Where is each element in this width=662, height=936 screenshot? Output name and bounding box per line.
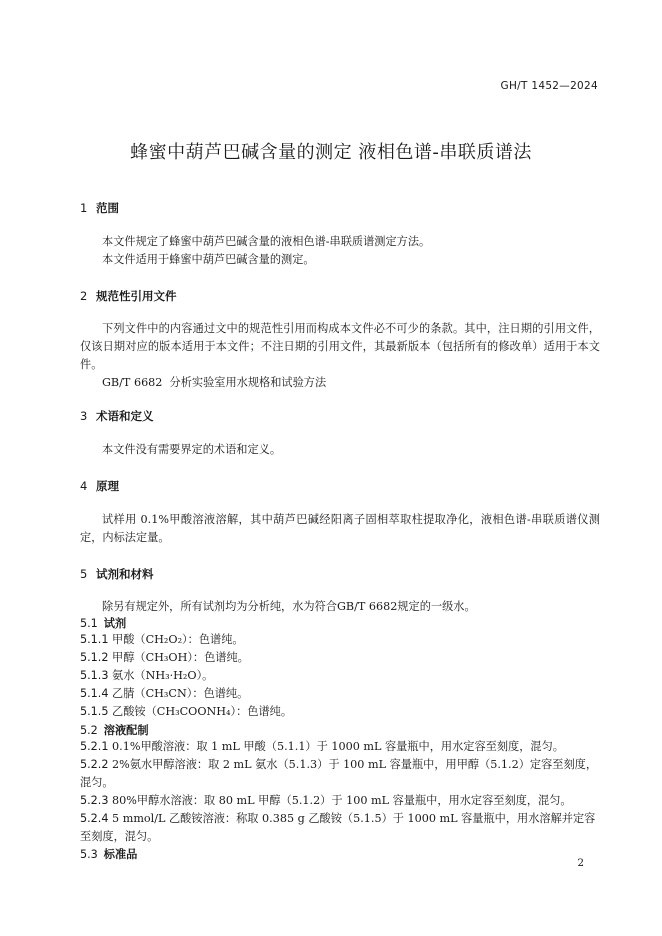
section-title: 术语和定义 [96,409,154,423]
paragraph: 下列文件中的内容通过文中的规范性引用而构成本文件必不可少的条款。其中，注日期的引用文件，仅该日期对应的版本适用于本文件；不注日期的引用文件，其最新版本（包括所有的修改单）适用于本文件。 [80,322,600,371]
section-number: 5.2 [80,724,98,737]
clause-text: 甲酸（CH₂O₂）：色谱纯。 [112,633,244,646]
section-number: 2 [80,289,88,303]
list-item [80,810,600,846]
section-4-heading [80,478,119,494]
section-title: 原理 [96,479,119,493]
standard-code: GH/T 1452—2024 [500,80,598,92]
section-number: 1 [80,201,88,215]
list-item [80,685,600,703]
section-5-heading [80,566,154,582]
section-title: 溶液配制 [103,724,149,737]
paragraph: 本文件适用于蜂蜜中葫芦巴碱含量的测定。 [102,253,315,266]
section-number: 5.3 [80,848,98,861]
section-number: 3 [80,409,88,423]
clause-text: 乙腈（CH₃CN）：色谱纯。 [112,687,249,700]
paragraph: 试样用 0.1%甲酸溶液溶解，其中葫芦巴碱经阳离子固相萃取柱提取净化，液相色谱-串联质谱仪测定，内标法定量。 [80,513,600,544]
subsection-heading [80,722,149,738]
clause-number: 5.2.3 [80,794,109,807]
clause-number: 5.2.4 [80,812,109,825]
clause-text: 0.1%甲酸溶液：取 1 mL 甲酸（5.1.1）于 1000 mL 容量瓶中，用水定容至刻度，混匀。 [112,740,564,753]
section-1-heading [80,200,119,216]
section-title: 范围 [96,201,119,215]
page-number: 2 [577,857,584,869]
subsection-heading [80,615,126,631]
list-item [80,667,600,685]
list-item [80,649,600,667]
section-number: 5 [80,567,88,581]
section-number: 4 [80,479,88,493]
clause-number: 5.1.3 [80,669,109,682]
section-title: 试剂 [103,617,127,630]
clause-text: 2%氨水甲醇溶液：取 2 mL 氨水（5.1.3）于 100 mL 容量瓶中，用甲醇（5.1.2）定容至刻度，混匀。 [80,758,598,789]
section-2-heading [80,288,177,304]
reference-code: GB/T 6682 [102,376,163,389]
clause-number: 5.1.1 [80,633,109,646]
clause-number: 5.1.4 [80,687,109,700]
subsection-heading [80,846,137,862]
clause-number: 5.2.2 [80,758,109,771]
section-3-heading [80,408,154,424]
clause-text: 甲醇（CH₃OH）：色谱纯。 [112,651,249,664]
list-item [80,756,600,792]
section-title: 规范性引用文件 [96,289,177,303]
clause-number: 5.1.5 [80,705,109,718]
clause-number: 5.2.1 [80,740,109,753]
paragraph: 除另有规定外，所有试剂均为分析纯，水为符合GB/T 6682规定的一级水。 [102,600,476,613]
list-item [80,738,600,756]
page-title: 蜂蜜中葫芦巴碱含量的测定 液相色谱-串联质谱法 [130,142,532,163]
section-title: 试剂和材料 [96,567,154,581]
normative-reference [102,374,622,392]
clause-text: 氨水（NH₃·H₂O）。 [112,669,214,682]
list-item [80,631,600,649]
paragraph: 本文件规定了蜂蜜中葫芦巴碱含量的液相色谱-串联质谱测定方法。 [102,235,431,248]
clause-number: 5.1.2 [80,651,109,664]
section-title: 标准品 [103,848,138,861]
paragraph: 本文件没有需要界定的术语和定义。 [102,443,282,456]
section-number: 5.1 [80,617,98,630]
list-item [80,792,600,810]
reference-title: 分析实验室用水规格和试验方法 [169,376,327,389]
clause-text: 80%甲醇水溶液：取 80 mL 甲醇（5.1.2）于 100 mL 容量瓶中，用水定容至刻度，混匀。 [112,794,572,807]
list-item [80,703,600,721]
clause-text: 乙酸铵（CH₃COONH₄）：色谱纯。 [112,705,293,718]
clause-text: 5 mmol/L 乙酸铵溶液：称取 0.385 g 乙酸铵（5.1.5）于 1000 mL 容量瓶中，用水溶解并定容至刻度，混匀。 [80,812,596,843]
